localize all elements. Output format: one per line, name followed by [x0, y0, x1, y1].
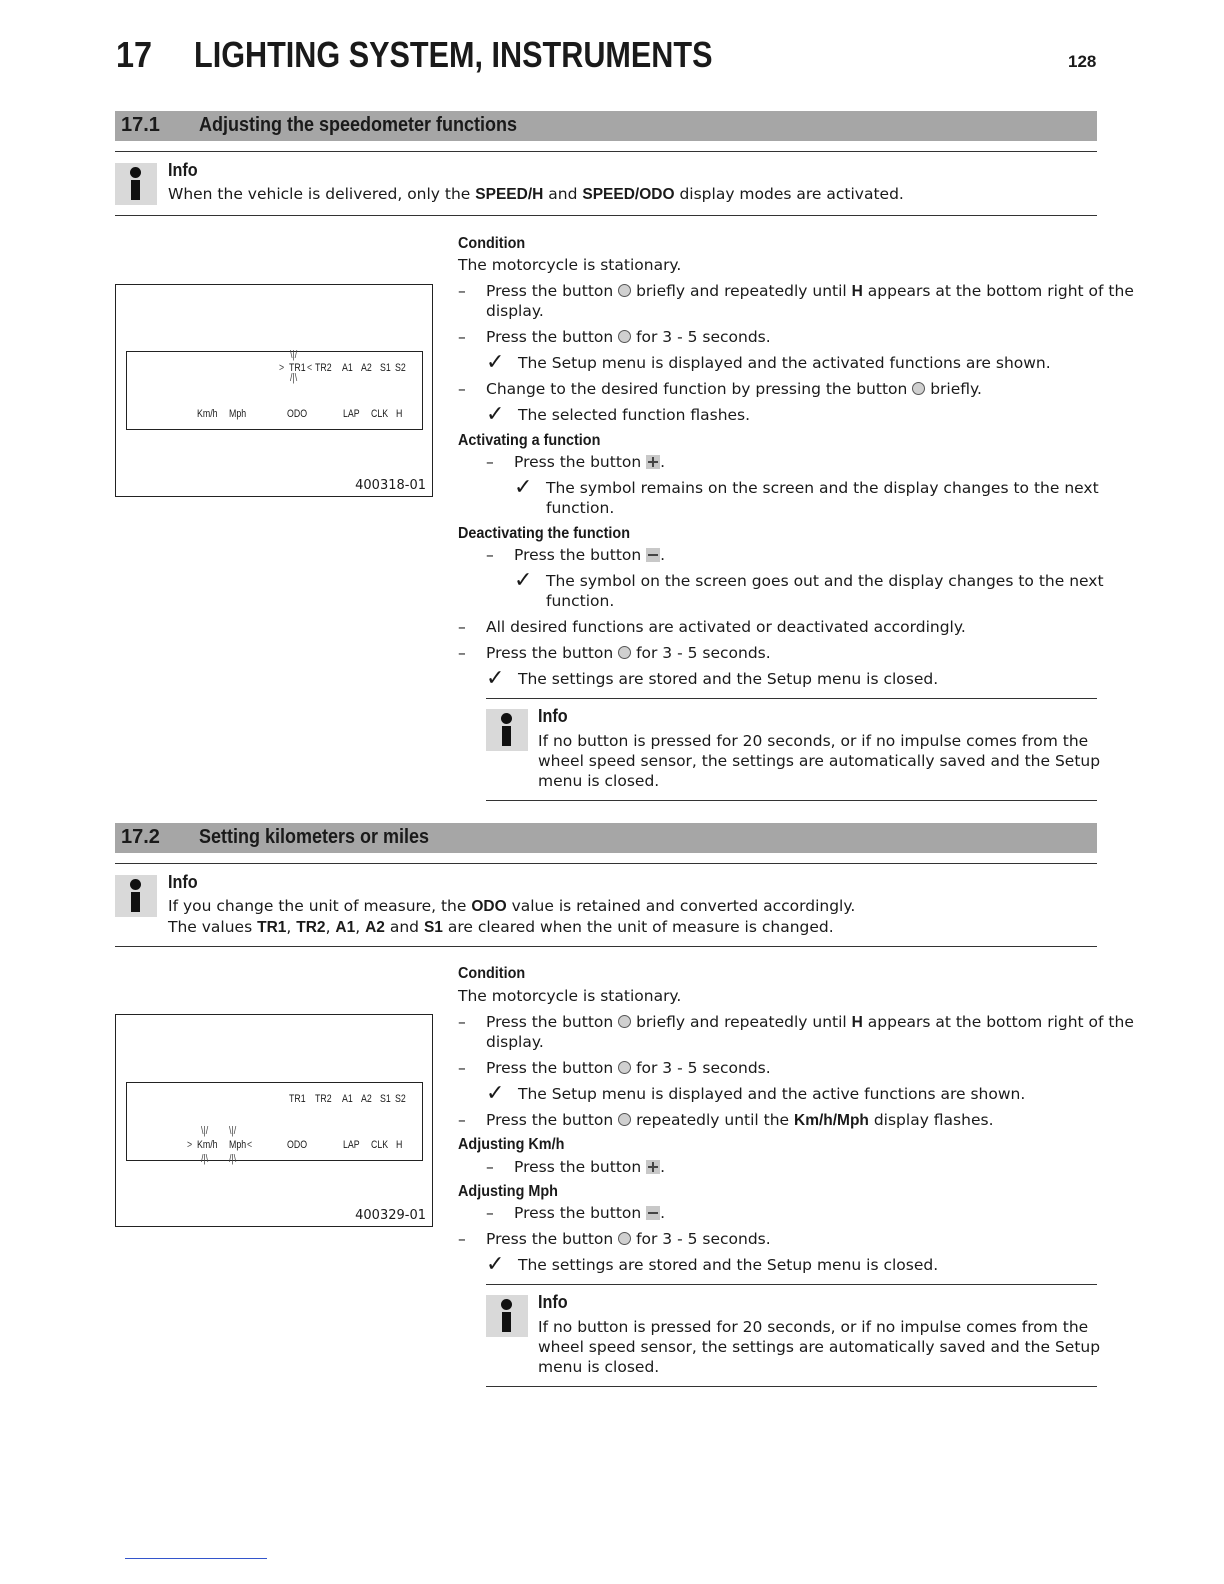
round-button-icon — [618, 1061, 631, 1074]
list-dash: – — [458, 328, 466, 346]
lcd-label: S2 — [395, 362, 406, 374]
info-text: The values TR1, TR2, A1, A2 and S1 are cleared when the unit of measure is changed. — [168, 918, 834, 936]
section-header-17-2 — [115, 823, 1097, 853]
list-dash: – — [486, 546, 494, 564]
info-icon — [115, 163, 157, 205]
minus-button-icon — [646, 548, 660, 562]
step-text: Press the button for 3 - 5 seconds. — [486, 328, 771, 346]
speedometer-figure — [115, 1014, 433, 1227]
flash-indicator-icon: /|\ — [229, 1153, 237, 1165]
divider — [486, 1386, 1097, 1387]
condition-text: The motorcycle is stationary. — [458, 987, 682, 1005]
lcd-display — [126, 351, 423, 430]
step-text: Press the button repeatedly until the Km/h/Mph display flashes. — [486, 1111, 994, 1129]
lcd-label: ODO — [287, 408, 308, 420]
lcd-label: S2 — [395, 1093, 406, 1105]
list-dash: – — [458, 1230, 466, 1248]
round-button-icon — [618, 1232, 631, 1245]
list-dash: – — [458, 380, 466, 398]
info-title: Info — [168, 160, 198, 180]
lcd-label: TR2 — [315, 1093, 332, 1105]
flash-indicator-icon: < — [247, 1139, 253, 1151]
figure-code: 400329-01 — [355, 1208, 426, 1223]
divider — [486, 800, 1097, 801]
flash-indicator-icon: > — [187, 1139, 193, 1151]
info-title: Info — [168, 872, 198, 892]
list-dash: – — [458, 644, 466, 662]
step-text: Press the button . — [514, 453, 666, 471]
divider — [115, 946, 1097, 947]
result-text: function. — [546, 592, 615, 610]
step-text: display. — [486, 1033, 544, 1051]
step-text: Press the button . — [514, 546, 666, 564]
round-button-icon — [618, 330, 631, 343]
lcd-label: TR1 — [289, 362, 306, 374]
list-dash: – — [458, 1013, 466, 1031]
lcd-label: A1 — [342, 362, 353, 374]
step-text: Press the button for 3 - 5 seconds. — [486, 644, 771, 662]
footer-link-underline[interactable] — [125, 1558, 267, 1559]
step-text: Press the button briefly and repeatedly until H appears at the bottom right of the — [486, 1013, 1134, 1031]
info-text: menu is closed. — [538, 772, 660, 790]
lcd-label: A1 — [342, 1093, 353, 1105]
section-number: 17.2 — [121, 826, 160, 848]
flash-indicator-icon: \|/ — [290, 349, 298, 361]
step-text: Press the button . — [514, 1158, 666, 1176]
result-text: The Setup menu is displayed and the activated functions are shown. — [518, 354, 1051, 372]
divider — [115, 215, 1097, 216]
lcd-label: CLK — [371, 408, 389, 420]
minus-button-icon — [646, 1206, 660, 1220]
result-text: The selected function flashes. — [518, 406, 751, 424]
info-title: Info — [538, 1292, 568, 1312]
lcd-label: A2 — [361, 362, 372, 374]
lcd-label: H — [396, 1139, 403, 1151]
flash-indicator-icon: > — [279, 362, 285, 374]
round-button-icon — [912, 382, 925, 395]
plus-button-icon — [646, 455, 660, 469]
page-number: 128 — [1068, 52, 1097, 71]
divider — [486, 698, 1097, 699]
info-title: Info — [538, 706, 568, 726]
condition-heading: Condition — [458, 235, 526, 252]
list-dash: – — [458, 618, 466, 636]
list-dash: – — [458, 1111, 466, 1129]
list-dash: – — [458, 1059, 466, 1077]
section-number: 17.1 — [121, 114, 160, 136]
step-text: Change to the desired function by pressing the button briefly. — [486, 380, 982, 398]
check-icon: ✓ — [486, 402, 505, 427]
info-text: wheel speed sensor, the settings are automatically saved and the Setup — [538, 1338, 1101, 1356]
condition-heading: Condition — [458, 965, 526, 982]
lcd-label: H — [396, 408, 403, 420]
lcd-label: Mph — [229, 1139, 247, 1151]
round-button-icon — [618, 1113, 631, 1126]
step-text: display. — [486, 302, 544, 320]
lcd-display — [126, 1082, 423, 1165]
lcd-label: LAP — [343, 1139, 360, 1151]
result-text: The symbol remains on the screen and the display changes to the next — [546, 479, 1099, 497]
result-text: The Setup menu is displayed and the active functions are shown. — [518, 1085, 1026, 1103]
result-text: The settings are stored and the Setup menu is closed. — [518, 670, 939, 688]
step-text: Press the button for 3 - 5 seconds. — [486, 1230, 771, 1248]
chapter-title: LIGHTING SYSTEM, INSTRUMENTS — [194, 34, 713, 75]
list-dash: – — [486, 1158, 494, 1176]
lcd-label: TR2 — [315, 362, 332, 374]
check-icon: ✓ — [486, 666, 505, 691]
section-title: Setting kilometers or miles — [199, 826, 430, 848]
section-header-17-1 — [115, 111, 1097, 141]
check-icon: ✓ — [514, 568, 533, 593]
lcd-label: Km/h — [197, 1139, 218, 1151]
list-dash: – — [486, 1204, 494, 1222]
step-text: Press the button briefly and repeatedly until H appears at the bottom right of the — [486, 282, 1134, 300]
step-text: Press the button for 3 - 5 seconds. — [486, 1059, 771, 1077]
lcd-label: TR1 — [289, 1093, 306, 1105]
subheading: Deactivating the function — [458, 525, 631, 542]
info-text: If you change the unit of measure, the ODO value is retained and converted accordingly. — [168, 897, 856, 915]
info-text: menu is closed. — [538, 1358, 660, 1376]
check-icon: ✓ — [486, 350, 505, 375]
result-text: The symbol on the screen goes out and the display changes to the next — [546, 572, 1104, 590]
chapter-number: 17 — [116, 34, 153, 75]
divider — [486, 1284, 1097, 1285]
info-text: wheel speed sensor, the settings are automatically saved and the Setup — [538, 752, 1101, 770]
lcd-label: Km/h — [197, 408, 218, 420]
subheading: Activating a function — [458, 432, 601, 449]
lcd-label: Mph — [229, 408, 247, 420]
lcd-label: S1 — [380, 1093, 391, 1105]
check-icon: ✓ — [486, 1081, 505, 1106]
lcd-label: CLK — [371, 1139, 389, 1151]
info-icon — [115, 875, 157, 917]
speedometer-figure — [115, 284, 433, 497]
round-button-icon — [618, 284, 631, 297]
info-text: If no button is pressed for 20 seconds, or if no impulse comes from the — [538, 1318, 1089, 1336]
round-button-icon — [618, 646, 631, 659]
check-icon: ✓ — [486, 1252, 505, 1277]
condition-text: The motorcycle is stationary. — [458, 256, 682, 274]
divider — [115, 151, 1097, 152]
step-text: All desired functions are activated or deactivated accordingly. — [486, 618, 966, 636]
info-text: When the vehicle is delivered, only the SPEED/H and SPEED/ODO display modes are activated. — [168, 185, 904, 203]
subheading: Adjusting Km/h — [458, 1136, 565, 1153]
info-icon — [486, 709, 528, 751]
divider — [115, 863, 1097, 864]
result-text: The settings are stored and the Setup menu is closed. — [518, 1256, 939, 1274]
info-text: If no button is pressed for 20 seconds, or if no impulse comes from the — [538, 732, 1089, 750]
flash-indicator-icon: /|\ — [201, 1153, 209, 1165]
flash-indicator-icon: /|\ — [290, 372, 298, 384]
subheading: Adjusting Mph — [458, 1183, 558, 1200]
lcd-label: ODO — [287, 1139, 308, 1151]
figure-code: 400318-01 — [355, 478, 426, 493]
round-button-icon — [618, 1015, 631, 1028]
list-dash: – — [458, 282, 466, 300]
lcd-label: S1 — [380, 362, 391, 374]
list-dash: – — [486, 453, 494, 471]
section-title: Adjusting the speedometer functions — [199, 114, 518, 136]
info-icon — [486, 1295, 528, 1337]
flash-indicator-icon: \|/ — [201, 1125, 209, 1137]
lcd-label: A2 — [361, 1093, 372, 1105]
result-text: function. — [546, 499, 615, 517]
step-text: Press the button . — [514, 1204, 666, 1222]
lcd-label: LAP — [343, 408, 360, 420]
flash-indicator-icon: \|/ — [229, 1125, 237, 1137]
plus-button-icon — [646, 1160, 660, 1174]
flash-indicator-icon: < — [307, 362, 313, 374]
check-icon: ✓ — [514, 475, 533, 500]
